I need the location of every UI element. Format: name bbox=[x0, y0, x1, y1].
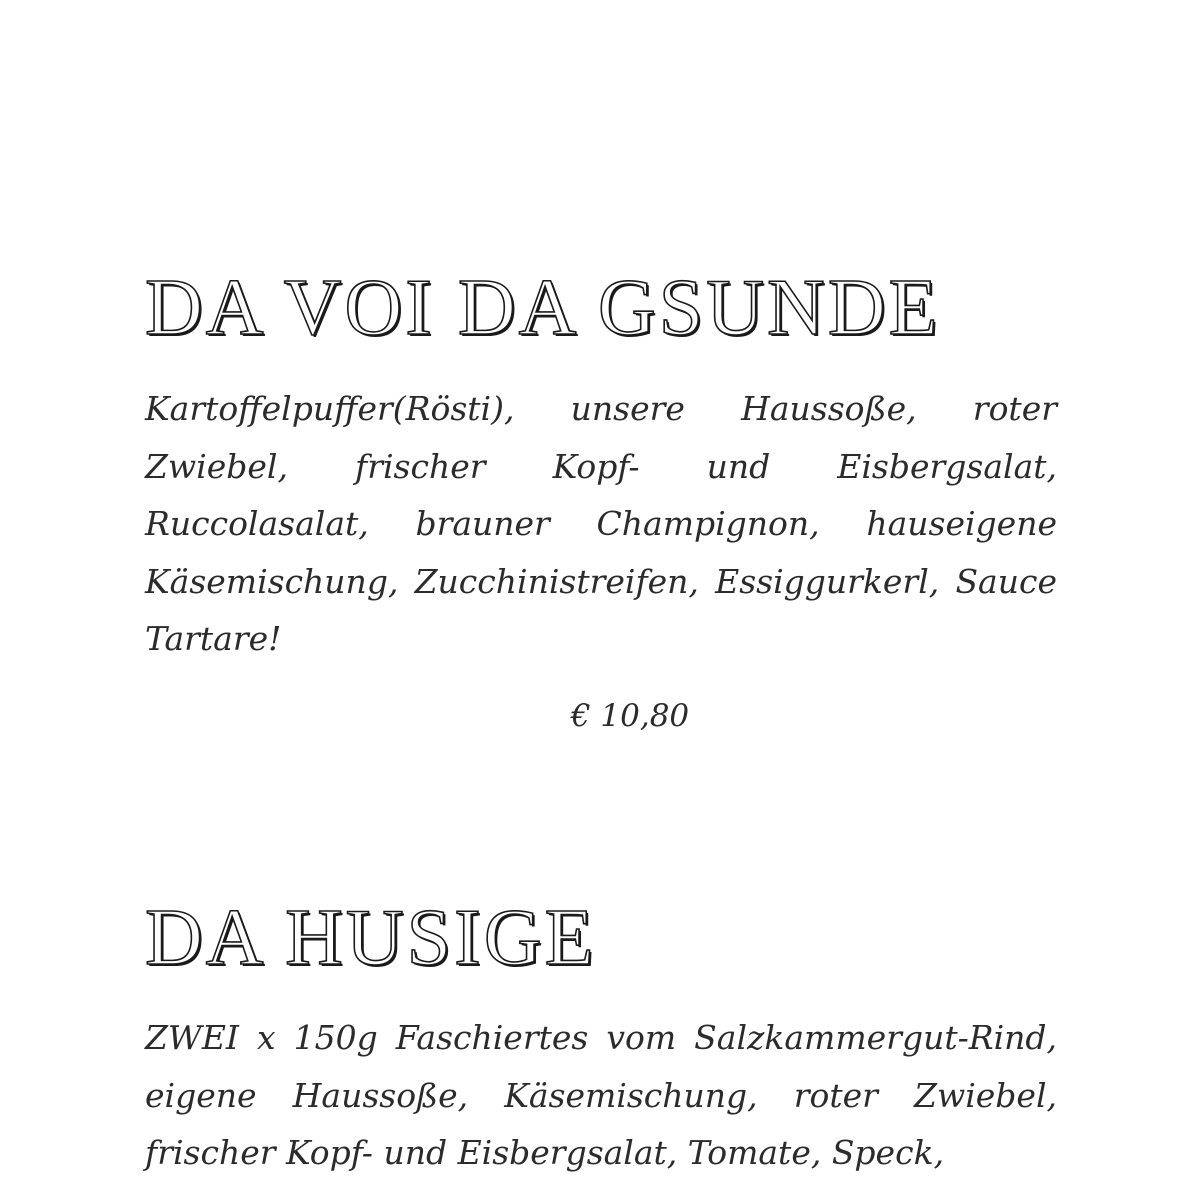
menu-item-price: € 10,80 bbox=[570, 698, 690, 734]
menu-item-title: DA HUSIGE bbox=[145, 894, 597, 982]
menu-item-description: ZWEI x 150g Faschiertes vom Salzkammergut-Rind, eigene Haussoße, Käsemischung, roter Zwiebel, frischer Kopf- und Eisbergsalat, Tomate, Speck, bbox=[145, 1018, 1057, 1172]
menu-item-description: Kartoffelpuffer(Rösti), unsere Haussoße, roter Zwiebel, frischer Kopf- und Eisbergsalat, Ruccolasalat, brauner Champignon, hauseigene Käsemischung, Zucchinistreifen, Essiggurkerl, Sauce Tartare! bbox=[145, 389, 1057, 658]
menu-item-title: DA VOI DA GSUNDE bbox=[145, 264, 941, 352]
